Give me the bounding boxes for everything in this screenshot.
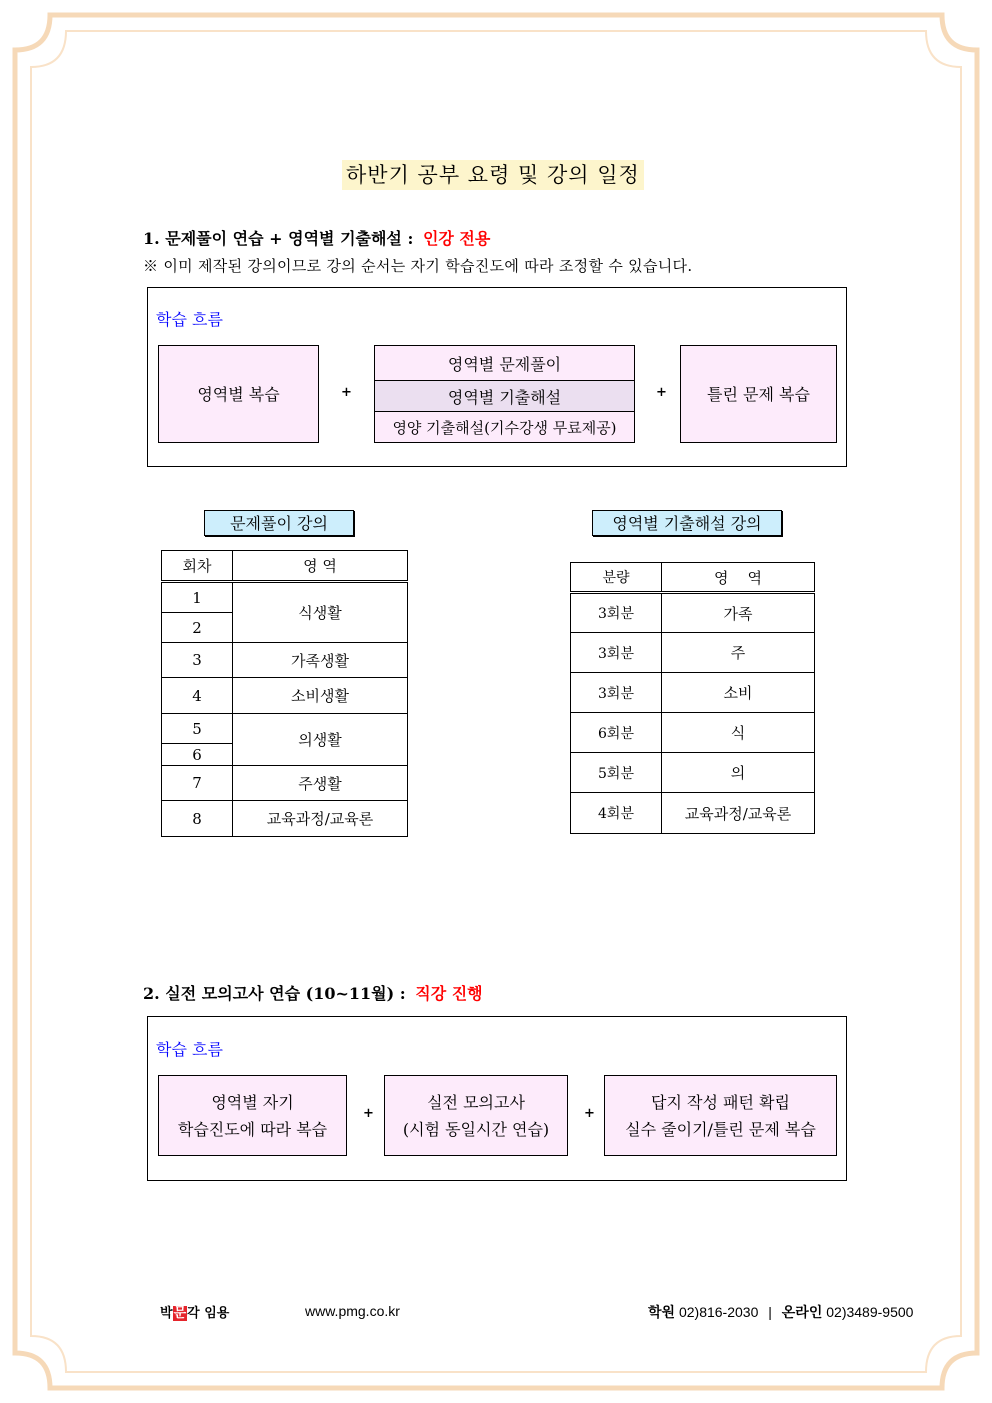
table-row (571, 753, 815, 793)
amount-cell: 3회분 (571, 593, 662, 633)
table1 (161, 550, 408, 837)
box-line: 학습진도에 따라 복습 (177, 1119, 328, 1139)
academy-label: 학원 (648, 1304, 676, 1320)
section2-heading (143, 981, 483, 1004)
outer-frame (15, 15, 977, 1388)
flow-box-self-review (158, 1075, 347, 1156)
round-cell: 6 (162, 744, 233, 766)
amount-cell: 5회분 (571, 753, 662, 793)
amount-cell: 3회분 (571, 673, 662, 713)
table-row (162, 582, 408, 613)
logo-char-highlight: 문 (173, 1306, 187, 1321)
table1-header-area: 영 역 (233, 551, 408, 582)
table-row (162, 678, 408, 714)
section1-note: ※ 이미 제작된 강의이므로 강의 순서는 자기 학습진도에 따라 조정할 수 있습니다. (143, 257, 693, 275)
amount-cell: 4회분 (571, 793, 662, 834)
area-cell: 의 (662, 753, 815, 793)
area-cell: 의생활 (233, 714, 408, 766)
flow-label: 학습 흐름 (156, 310, 223, 329)
table2-header-amount: 분량 (571, 563, 662, 593)
table-row (162, 714, 408, 744)
stack-item-past-exam: 영역별 기출해설 (375, 381, 634, 412)
box-line: 답지 작성 패턴 확립 (651, 1092, 790, 1112)
section1-heading (143, 226, 490, 249)
table-row (162, 801, 408, 837)
publisher-logo (160, 1302, 229, 1321)
section1-mode: 인강 전용 (422, 229, 491, 248)
section2-heading-text: 2. 실전 모의고사 연습 (10~11월) : (143, 984, 406, 1003)
area-cell: 가족생활 (233, 643, 408, 678)
table2-caption: 영역별 기출해설 강의 (592, 510, 782, 536)
area-cell: 가족 (662, 593, 815, 633)
academy-phone: 02)816-2030 (678, 1304, 759, 1320)
stack-item-problem-solving: 영역별 문제풀이 (375, 346, 634, 381)
table-row (162, 766, 408, 801)
plus-sign: + (584, 1106, 595, 1121)
area-cell: 식 (662, 713, 815, 753)
table-row (571, 673, 815, 713)
flow-box-review: 영역별 복습 (158, 345, 319, 443)
round-cell: 8 (162, 801, 233, 837)
logo-suffix: 임용 (199, 1306, 230, 1321)
area-cell: 주생활 (233, 766, 408, 801)
table-row (571, 593, 815, 633)
section2-flow-box (147, 1016, 847, 1181)
box-line: 실수 줄이기/틀린 문제 복습 (625, 1119, 816, 1139)
box-line: (시험 동일시간 연습) (402, 1119, 550, 1139)
area-cell: 소비생활 (233, 678, 408, 714)
flow-label: 학습 흐름 (156, 1040, 223, 1059)
plus-sign: + (656, 385, 667, 400)
plus-sign: + (341, 385, 352, 400)
box-line: 영역별 자기 (211, 1092, 294, 1112)
amount-cell: 6회분 (571, 713, 662, 753)
table1-header-round: 회차 (162, 551, 233, 582)
round-cell: 1 (162, 582, 233, 613)
contact-info (648, 1302, 913, 1322)
plus-sign: + (363, 1106, 374, 1121)
flow-box-mock-exam (384, 1075, 568, 1156)
page-title: 하반기 공부 요령 및 강의 일정 (342, 160, 644, 190)
area-cell: 식생활 (233, 582, 408, 643)
logo-char: 각 (187, 1306, 200, 1321)
section1-heading-text: 1. 문제풀이 연습 + 영역별 기출해설 : (143, 229, 414, 248)
section1-flow-box (147, 287, 847, 467)
flow-box-answer-pattern (604, 1075, 837, 1156)
round-cell: 2 (162, 613, 233, 643)
area-cell: 교육과정/교육론 (662, 793, 815, 834)
amount-cell: 3회분 (571, 633, 662, 673)
flow-box-wrong-review: 틀린 문제 복습 (680, 345, 837, 443)
table-row (162, 643, 408, 678)
round-cell: 3 (162, 643, 233, 678)
table2-header-area: 영 역 (662, 563, 815, 593)
separator: | (768, 1304, 772, 1320)
table1-caption: 문제풀이 강의 (204, 510, 354, 536)
round-cell: 4 (162, 678, 233, 714)
table-row (571, 713, 815, 753)
table-row (571, 793, 815, 834)
round-cell: 7 (162, 766, 233, 801)
online-phone: 02)3489-9500 (826, 1304, 914, 1320)
section2-mode: 직강 진행 (415, 984, 483, 1003)
flow-stack (374, 345, 635, 443)
stack-item-nutrition: 영양 기출해설(기수강생 무료제공) (375, 412, 634, 442)
online-label: 온라인 (781, 1304, 823, 1320)
area-cell: 소비 (662, 673, 815, 713)
table-row (571, 633, 815, 673)
box-line: 실전 모의고사 (427, 1092, 525, 1112)
area-cell: 교육과정/교육론 (233, 801, 408, 837)
logo-char: 박 (160, 1306, 173, 1321)
round-cell: 5 (162, 714, 233, 744)
table2 (570, 562, 815, 834)
area-cell: 주 (662, 633, 815, 673)
website-url[interactable]: www.pmg.co.kr (305, 1303, 400, 1319)
